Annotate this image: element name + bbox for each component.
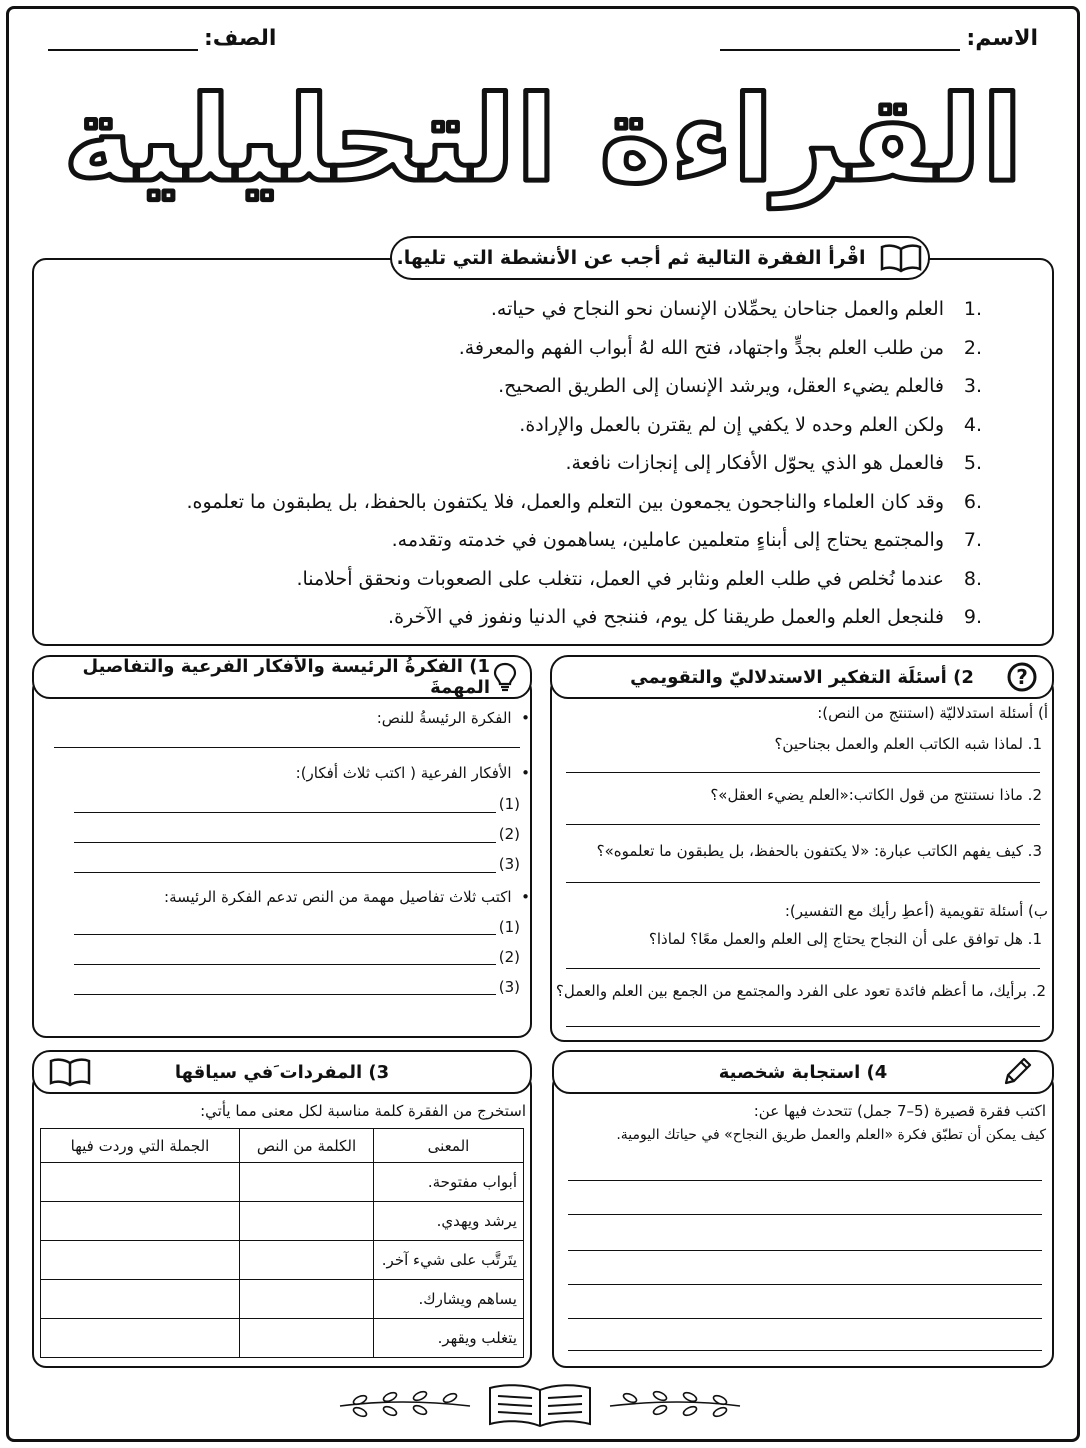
main-idea-label: • الفكرة الرئيسةُ للنص: (376, 709, 530, 727)
item-number: (3) (498, 978, 520, 996)
line-number: 6. (963, 490, 982, 513)
line-text: فلنجعل العلم والعمل طريقنا كل يوم، فننجح في الدنيا ونفوز في الآخرة. (388, 606, 944, 629)
sentence-cell[interactable] (41, 1163, 240, 1202)
answer-line[interactable] (74, 872, 496, 873)
section2-part-b: ب) أسئلة تقويمية (أعطِ رأيك مع التفسير): (784, 902, 1048, 920)
line-number: 8. (963, 567, 982, 590)
sentence-cell[interactable] (41, 1319, 240, 1358)
table-row (41, 1241, 524, 1280)
title-text: القراءة التحليلية (63, 70, 1000, 208)
meaning-cell: يرشد ويهدي. (374, 1202, 524, 1241)
passage-line (82, 290, 982, 329)
answer-line[interactable] (568, 1284, 1042, 1285)
line-text: وقد كان العلماء والناجحون يجمعون بين التعلم والعمل، فلا يكتفون بالحفظ، بل يطبقون ما تعلموه. (186, 490, 944, 513)
passage-line (82, 560, 982, 599)
table-row (41, 1319, 524, 1358)
line-text: والمجتمع يحتاج إلى أبناءٍ متعلمين عاملين، يساهمون في خدمته وتقدمه. (391, 529, 944, 552)
item-number: (2) (498, 825, 520, 843)
answer-line[interactable] (568, 1318, 1042, 1319)
line-text: فالعمل هو الذي يحوّل الأفكار إلى إنجازات نافعة. (565, 452, 944, 475)
line-number: 7. (963, 529, 982, 552)
sentence-cell[interactable] (41, 1280, 240, 1319)
pencil-icon (1000, 1055, 1034, 1089)
answer-line[interactable] (566, 1026, 1040, 1027)
meaning-cell: يساهم ويشارك. (374, 1280, 524, 1319)
answer-line[interactable] (568, 1250, 1042, 1251)
word-cell[interactable] (240, 1280, 374, 1319)
passage-lines (82, 290, 982, 637)
answer-line[interactable] (54, 747, 520, 748)
name-line[interactable] (720, 29, 960, 51)
section1-box (32, 676, 532, 1038)
class-field[interactable] (48, 26, 276, 51)
item-number: (1) (498, 795, 520, 813)
class-label: الصف: (204, 26, 277, 51)
passage-line (82, 329, 982, 368)
name-field[interactable] (720, 26, 1038, 51)
passage-line (82, 521, 982, 560)
lightbulb-icon (492, 661, 518, 693)
sub-ideas-label: • الأفكار الفرعية ( اكتب ثلاث أفكار): (295, 764, 530, 782)
book-icon (48, 1057, 92, 1087)
answer-line[interactable] (566, 968, 1040, 969)
meaning-cell: يتغلب ويقهر. (374, 1319, 524, 1358)
reading-instruction-banner (390, 236, 930, 280)
section1-header (32, 655, 532, 699)
line-number: 9. (963, 606, 982, 629)
question-icon (1006, 661, 1038, 693)
line-text: ولكن العلم وحده لا يكفي إن لم يقترن بالعمل والإرادة. (519, 413, 944, 436)
question-4: 1. هل توافق على أن النجاح يحتاج إلى العلم والعمل معًا؟ لماذا؟ (648, 930, 1042, 948)
line-text: العلم والعمل جناحان يحمِّلان الإنسان نحو النجاح في حياته. (490, 298, 944, 321)
line-number: 3. (963, 375, 982, 398)
section3-instruction: استخرج من الفقرة كلمة مناسبة لكل معنى مما يأتي: (200, 1102, 526, 1120)
answer-line[interactable] (568, 1180, 1042, 1181)
book-icon (879, 243, 923, 273)
page-title (40, 62, 1046, 212)
answer-line[interactable] (74, 964, 496, 965)
section4-header (552, 1050, 1054, 1094)
word-cell[interactable] (240, 1202, 374, 1241)
question-1: 1. لماذا شبه الكاتب العلم والعمل بجناحين؟ (774, 735, 1042, 753)
answer-line[interactable] (74, 812, 496, 813)
answer-line[interactable] (568, 1214, 1042, 1215)
word-cell[interactable] (240, 1241, 374, 1280)
reading-instruction: اقْرأ الفقرة التالية ثم أجب عن الأنشطة التي تليها. (396, 247, 866, 269)
section4-prompt: كيف يمكن أن تطبّق فكرة «العلم والعمل طريق النجاح» في حياتك اليومية. (616, 1127, 1046, 1143)
section4-instruction: اكتب فقرة قصيرة (5–7 جمل) تتحدث فيها عن: (753, 1102, 1046, 1120)
meaning-cell: يتَرتَّب على شيء آخر. (374, 1241, 524, 1280)
line-number: 2. (963, 336, 982, 359)
sentence-cell[interactable] (41, 1202, 240, 1241)
line-number: 4. (963, 413, 982, 436)
section1-title: 1) الفكرةُ الرئيسة والأفكار الفرعية والتفاصيل المهمةَ (82, 656, 490, 698)
name-label: الاسم: (966, 26, 1038, 51)
item-number: (3) (498, 855, 520, 873)
table-row (41, 1202, 524, 1241)
open-book-ornament (330, 1380, 750, 1430)
section2-header (550, 655, 1054, 699)
answer-line[interactable] (566, 824, 1040, 825)
line-text: عندما نُخلص في طلب العلم ونثابر في العمل، نتغلب على الصعوبات ونحقق أحلامنا. (296, 567, 944, 590)
passage-line (82, 483, 982, 522)
class-line[interactable] (48, 29, 198, 51)
meaning-cell: أبواب مفتوحة. (374, 1163, 524, 1202)
table-header-row (41, 1129, 524, 1163)
answer-line[interactable] (74, 934, 496, 935)
word-cell[interactable] (240, 1163, 374, 1202)
table-row (41, 1163, 524, 1202)
passage-line (82, 367, 982, 406)
passage-line (82, 598, 982, 637)
section2-part-a: أ) أسئلة استدلاليّة (استنتج من النص): (817, 704, 1048, 722)
answer-line[interactable] (74, 994, 496, 995)
answer-line[interactable] (566, 772, 1040, 773)
section2-title: 2) أسئلَة التفكير الاستدلاليّ والتقويمي (630, 666, 974, 688)
answer-line[interactable] (566, 882, 1040, 883)
word-cell[interactable] (240, 1319, 374, 1358)
column-header: المعنى (374, 1129, 524, 1163)
line-number: 5. (963, 452, 982, 475)
item-number: (2) (498, 948, 520, 966)
sentence-cell[interactable] (41, 1241, 240, 1280)
details-label: • اكتب ثلاث تفاصيل مهمة من النص تدعم الفكرة الرئيسة: (164, 888, 530, 906)
table-row (41, 1280, 524, 1319)
column-header: الكلمة من النص (240, 1129, 374, 1163)
column-header: الجملة التي وردت فيها (41, 1129, 240, 1163)
section3-header (32, 1050, 532, 1094)
section4-title: 4) استجابة شخصية (718, 1061, 888, 1083)
question-3: 3. كيف يفهم الكاتب عبارة: «لا يكتفون بالحفظ، بل يطبقون ما تعلموه»؟ (596, 842, 1042, 860)
line-text: فالعلم يضيء العقل، ويرشد الإنسان إلى الطريق الصحيح. (498, 375, 944, 398)
vocabulary-table (40, 1128, 524, 1358)
item-number: (1) (498, 918, 520, 936)
answer-line[interactable] (74, 842, 496, 843)
line-number: 1. (963, 298, 982, 321)
passage-line (82, 406, 982, 445)
svg-text:?: ? (1016, 665, 1028, 689)
section3-title: 3) المفردات َفي سياقها (174, 1061, 390, 1083)
answer-line[interactable] (568, 1350, 1042, 1351)
question-5: 2. برأيك، ما أعظم فائدة تعود على الفرد والمجتمع من الجمع بين العلم والعمل؟ (555, 982, 1046, 1000)
line-text: من طلب العلم بجدٍّ واجتهاد، فتح الله لهُ أبواب الفهم والمعرفة. (458, 336, 944, 359)
question-2: 2. ماذا نستنتج من قول الكاتب:«العلم يضيء العقل»؟ (710, 786, 1042, 804)
passage-line (82, 444, 982, 483)
